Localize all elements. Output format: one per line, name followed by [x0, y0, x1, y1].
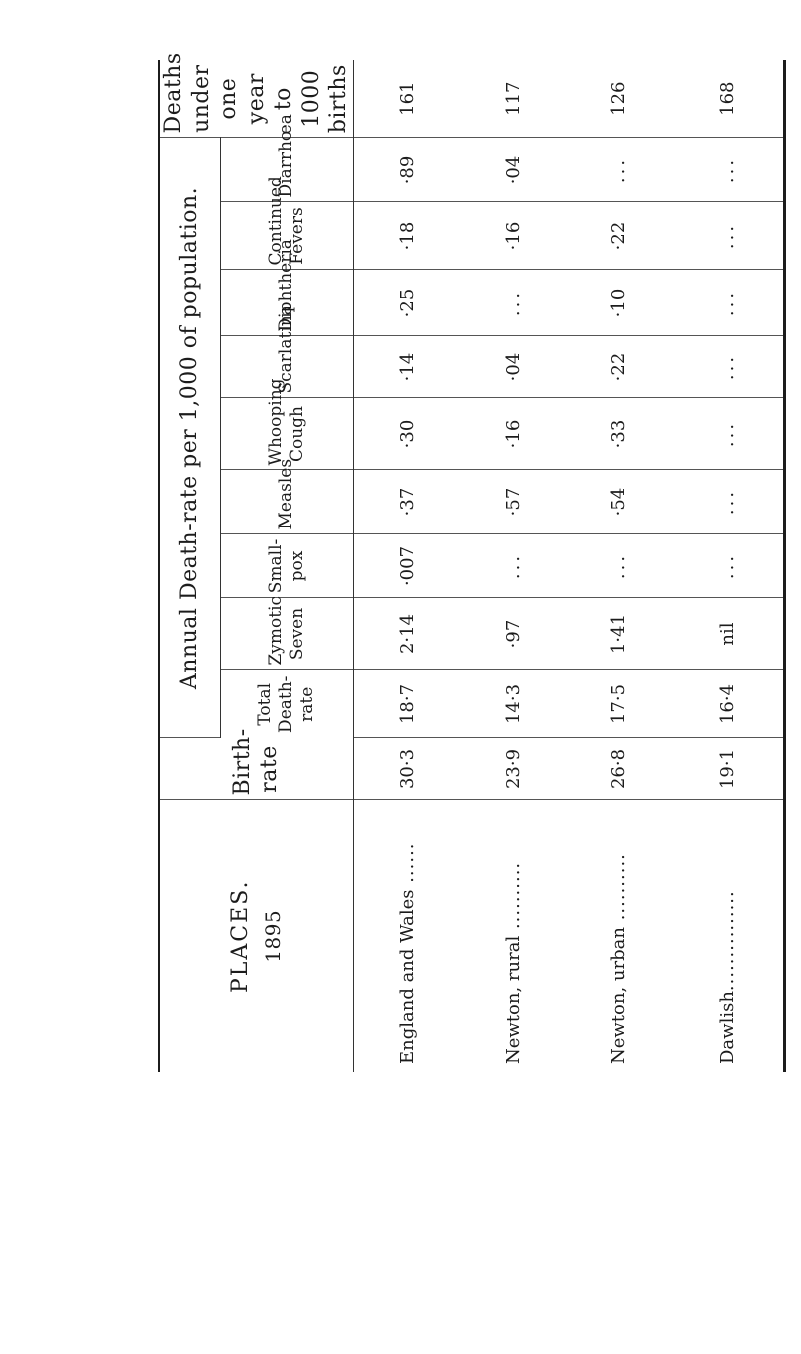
whooping-cough-cell: ·30 — [353, 398, 461, 470]
table-row — [671, 60, 784, 1072]
zymotic-cell: 2·14 — [353, 598, 461, 670]
measles-header: Measles — [221, 470, 354, 534]
infant-deaths-cell: 168 — [671, 60, 784, 138]
scarlatina-cell: ·22 — [566, 336, 671, 398]
measles-cell: ... — [671, 470, 784, 534]
continued-fevers-cell: ... — [671, 202, 784, 270]
diarrhoea-cell: ... — [566, 138, 671, 202]
diphtheria-cell: ·10 — [566, 270, 671, 336]
birth-rate-cell: 26·8 — [566, 738, 671, 800]
birth-rate-cell: 23·9 — [461, 738, 566, 800]
place-cell: England and Wales ...... — [396, 842, 418, 1064]
total-cell: 16·4 — [671, 670, 784, 738]
birth-rate-cell: 30·3 — [353, 738, 461, 800]
header-group-row — [159, 60, 221, 1072]
birth-rate-header: Birth-rate — [159, 738, 353, 800]
whooping-cough-cell: ... — [671, 398, 784, 470]
death-rate-group-header: Annual Death-rate per 1,000 of population. — [159, 138, 221, 738]
continued-fevers-cell: ·18 — [353, 202, 461, 270]
small-pox-cell: ·007 — [353, 534, 461, 598]
year-label: 1895 — [260, 909, 285, 963]
diarrhoea-header: Diarrhœa — [221, 138, 354, 202]
continued-fevers-cell: ·16 — [461, 202, 566, 270]
measles-cell: ·57 — [461, 470, 566, 534]
birth-rate-cell: 19·1 — [671, 738, 784, 800]
scarlatina-header: Scarlatina — [221, 336, 354, 398]
place-cell: Dawlish............... — [716, 890, 738, 1064]
whooping-cough-cell: ·16 — [461, 398, 566, 470]
diphtheria-cell: ·25 — [353, 270, 461, 336]
small-pox-cell: ... — [671, 534, 784, 598]
table-row — [566, 60, 671, 1072]
zymotic-cell: nil — [671, 598, 784, 670]
scarlatina-cell: ·04 — [461, 336, 566, 398]
total-header: Total Death-rate — [221, 670, 354, 738]
diarrhoea-cell: ·89 — [353, 138, 461, 202]
scarlatina-cell: ... — [671, 336, 784, 398]
total-cell: 18·7 — [353, 670, 461, 738]
continued-fevers-header: Continued Fevers — [221, 202, 354, 270]
small-pox-header: Small-pox — [221, 534, 354, 598]
measles-cell: ·37 — [353, 470, 461, 534]
infant-deaths-cell: 126 — [566, 60, 671, 138]
infant-deaths-cell: 161 — [353, 60, 461, 138]
place-cell: Newton, rural .......... — [502, 861, 524, 1064]
whooping-cough-cell: ·33 — [566, 398, 671, 470]
scarlatina-cell: ·14 — [353, 336, 461, 398]
diphtheria-cell: ... — [671, 270, 784, 336]
rotated-page — [158, 52, 738, 1072]
diphtheria-header: Diphtheria — [221, 270, 354, 336]
continued-fevers-cell: ·22 — [566, 202, 671, 270]
small-pox-cell: ... — [566, 534, 671, 598]
zymotic-cell: 1·41 — [566, 598, 671, 670]
total-cell: 14·3 — [461, 670, 566, 738]
whooping-cough-header: Whooping Cough — [221, 398, 354, 470]
zymotic-cell: ·97 — [461, 598, 566, 670]
diarrhoea-cell: ... — [671, 138, 784, 202]
measles-cell: ·54 — [566, 470, 671, 534]
diarrhoea-cell: ·04 — [461, 138, 566, 202]
place-cell: Newton, urban .......... — [608, 853, 630, 1064]
zymotic-header: Zymotic Seven — [221, 598, 354, 670]
infant-deaths-cell: 117 — [461, 60, 566, 138]
table-row — [461, 60, 566, 1072]
table-row — [353, 60, 461, 1072]
small-pox-cell: ... — [461, 534, 566, 598]
death-rate-table — [158, 52, 786, 1072]
diphtheria-cell: ... — [461, 270, 566, 336]
total-cell: 17·5 — [566, 670, 671, 738]
infant-deaths-header: Deaths under one year to 1000 births — [159, 60, 353, 138]
places-header: PLACES. 1895 — [159, 800, 353, 1072]
